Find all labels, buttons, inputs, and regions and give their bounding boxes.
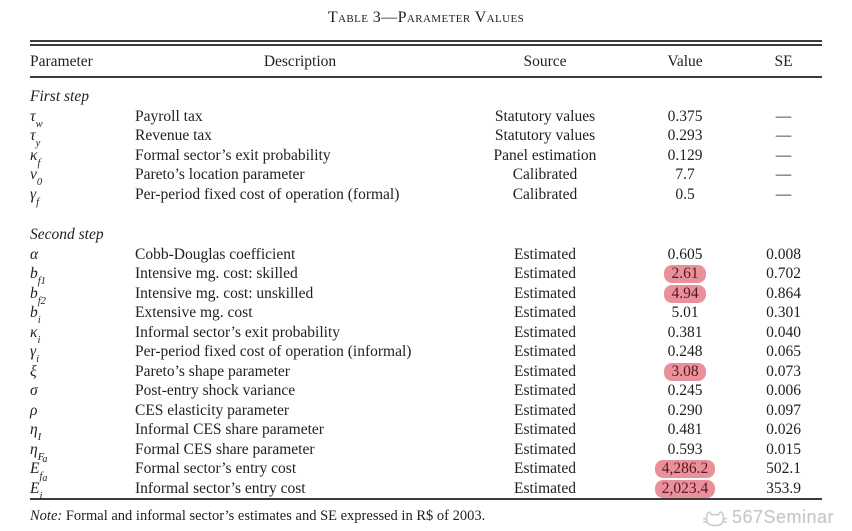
source-cell: Estimated — [514, 382, 576, 399]
parameter-symbol: $E_f^a$ — [30, 453, 48, 483]
parameter-symbol-cell — [30, 473, 135, 502]
se-cell: — — [775, 107, 792, 125]
parameter-symbol-cell — [30, 362, 135, 382]
description-cell: Formal sector’s entry cost — [135, 460, 297, 477]
source-cell: Statutory values — [494, 127, 596, 144]
parameter-symbol: ρ — [30, 401, 38, 419]
source-cell: Estimated — [514, 401, 576, 419]
parameter-table — [30, 46, 822, 500]
table-row — [30, 303, 822, 323]
se-cell: 0.008 — [766, 245, 801, 263]
description-cell: Extensive mg. cost — [135, 304, 253, 321]
description-cell: Pareto’s location parameter — [135, 166, 305, 183]
description-cell: Informal sector’s exit probability — [135, 323, 341, 341]
value-cell: 7.7 — [675, 166, 695, 183]
parameter-symbol-cell — [30, 165, 135, 189]
parameter-symbol-cell — [30, 420, 135, 444]
table-row — [30, 420, 822, 440]
se-cell: 0.065 — [766, 343, 801, 360]
value-cell: 0.605 — [667, 245, 703, 263]
description-cell: Per-period fixed cost of operation (formal) — [135, 185, 400, 203]
parameter-symbol: $b_{f2}$ — [30, 284, 46, 307]
se-cell: 353.9 — [766, 479, 801, 497]
se-cell: 0.015 — [766, 440, 801, 458]
value-cell: 0.293 — [667, 127, 703, 144]
note-text: Formal and informal sector’s estimates and SE expressed in R$ of 2003. — [62, 508, 486, 524]
parameter-symbol: σ — [30, 382, 38, 399]
watermark-text: 567Seminar — [731, 506, 834, 527]
table-title: Table 3—Parameter Values — [327, 9, 525, 26]
parameter-symbol-cell — [30, 245, 135, 265]
parameter-symbol: $\nu_0$ — [30, 166, 43, 189]
table-row — [30, 185, 822, 205]
header-row — [30, 46, 822, 77]
table-row — [30, 401, 822, 421]
se-cell: 0.301 — [766, 304, 801, 321]
parameter-symbol: $\kappa_f$ — [30, 146, 41, 169]
table-row — [30, 440, 822, 460]
table-row — [30, 107, 822, 127]
source-cell: Calibrated — [512, 185, 578, 203]
watermark — [702, 506, 834, 528]
table-row — [30, 245, 822, 265]
value-cell — [625, 479, 745, 500]
parameter-symbol: $\tau_w$ — [30, 107, 43, 130]
description-cell: Pareto’s shape parameter — [135, 362, 290, 380]
se-cell: 0.073 — [766, 362, 801, 380]
parameter-symbol-cell — [30, 323, 135, 346]
description-cell: Revenue tax — [135, 127, 213, 144]
section-row — [30, 204, 822, 245]
parameter-symbol-cell — [30, 185, 135, 208]
parameter-symbol-cell — [30, 107, 135, 130]
source-cell: Estimated — [514, 479, 576, 497]
source-cell: Panel estimation — [493, 146, 597, 164]
table-row — [30, 126, 822, 146]
value-cell: 0.129 — [667, 146, 703, 164]
value-cell: 0.245 — [667, 382, 703, 399]
table-row — [30, 146, 822, 166]
description-cell: Formal sector’s exit probability — [135, 146, 331, 164]
source-cell: Estimated — [514, 421, 576, 438]
highlighted-value: 4,286.2 — [655, 460, 716, 478]
value-cell: 0.381 — [667, 323, 703, 341]
se-cell: 0.864 — [766, 284, 801, 302]
table-row — [30, 323, 822, 343]
description-cell: Per-period fixed cost of operation (informal) — [135, 343, 412, 360]
highlighted-value: 2.61 — [664, 265, 705, 283]
se-cell: 0.097 — [766, 401, 801, 419]
se-cell: 0.006 — [766, 382, 801, 399]
value-cell — [625, 264, 745, 284]
parameter-symbol: $\tau_y$ — [30, 127, 41, 150]
se-cell: 0.702 — [766, 265, 801, 282]
source-cell: Estimated — [514, 440, 576, 458]
se-cell: — — [775, 185, 792, 203]
table-row — [30, 459, 822, 479]
col-header-parameter: Parameter — [30, 46, 135, 77]
value-cell: 0.248 — [667, 343, 703, 360]
source-cell: Calibrated — [512, 166, 578, 183]
source-cell: Estimated — [514, 304, 576, 321]
parameter-symbol: $b_i$ — [30, 304, 41, 327]
parameter-symbol-cell — [30, 146, 135, 169]
highlighted-value: 4.94 — [664, 285, 705, 303]
description-cell: Post-entry shock variance — [135, 382, 296, 399]
source-cell: Estimated — [514, 343, 576, 360]
value-cell: 5.01 — [671, 304, 699, 321]
section-label: First step — [30, 88, 89, 105]
value-cell — [625, 284, 745, 304]
section-row — [30, 77, 822, 107]
source-cell: Estimated — [514, 245, 576, 263]
se-cell: 0.026 — [766, 421, 801, 438]
table-row — [30, 165, 822, 185]
parameter-symbol-cell — [30, 342, 135, 366]
table-row — [30, 479, 822, 500]
section-label: Second step — [30, 226, 104, 243]
description-cell: Intensive mg. cost: skilled — [135, 265, 298, 282]
value-cell: 0.593 — [667, 440, 703, 458]
source-cell: Estimated — [514, 265, 576, 282]
value-cell: 0.481 — [667, 421, 703, 438]
table-row — [30, 362, 822, 382]
value-cell: 0.290 — [667, 401, 703, 419]
parameter-symbol: $E_i^a$ — [30, 473, 48, 502]
parameter-symbol: $\gamma_f$ — [30, 185, 40, 208]
source-cell: Statutory values — [494, 107, 596, 125]
parameter-symbol: $\eta_F$ — [30, 440, 45, 463]
description-cell: CES elasticity parameter — [135, 401, 290, 419]
table-row — [30, 284, 822, 304]
parameter-symbol: $b_{f1}$ — [30, 265, 46, 288]
table-row — [30, 264, 822, 284]
table-row — [30, 342, 822, 362]
source-cell: Estimated — [514, 284, 576, 302]
source-cell: Estimated — [514, 323, 576, 341]
parameter-symbol: $\eta_I$ — [30, 421, 42, 444]
se-cell: — — [775, 166, 792, 183]
value-cell — [625, 459, 745, 479]
parameter-symbol-cell — [30, 126, 135, 150]
se-cell: — — [775, 146, 792, 164]
description-cell: Cobb-Douglas coefficient — [135, 245, 296, 263]
value-cell — [625, 362, 745, 382]
value-cell: 0.5 — [675, 185, 695, 203]
table-body — [30, 77, 822, 502]
parameter-symbol: ξ — [30, 362, 37, 380]
description-cell: Intensive mg. cost: unskilled — [135, 284, 314, 302]
se-cell: 502.1 — [766, 460, 801, 477]
highlighted-value: 3.08 — [664, 363, 705, 381]
parameter-symbol: $\kappa_i$ — [30, 323, 41, 346]
col-header-source: Source — [465, 46, 625, 77]
col-header-se: SE — [745, 46, 822, 77]
se-cell: 0.040 — [766, 323, 801, 341]
note-label: Note: — [30, 508, 63, 524]
parameter-symbol: α — [30, 245, 39, 263]
cat-logo-icon — [702, 506, 728, 528]
description-cell: Informal sector’s entry cost — [135, 479, 306, 497]
table-row — [30, 381, 822, 401]
description-cell: Formal CES share parameter — [135, 440, 315, 458]
parameter-symbol-cell — [30, 381, 135, 401]
description-cell: Informal CES share parameter — [135, 421, 324, 438]
highlighted-value: 2,023.4 — [655, 480, 716, 498]
value-cell: 0.375 — [667, 107, 703, 125]
table-header — [30, 46, 822, 77]
description-cell: Payroll tax — [135, 107, 203, 125]
parameter-symbol: $\gamma_i$ — [30, 343, 40, 366]
col-header-description: Description — [135, 46, 465, 77]
parameter-symbol-cell — [30, 401, 135, 421]
source-cell: Estimated — [514, 362, 576, 380]
source-cell: Estimated — [514, 460, 576, 477]
parameter-symbol-cell — [30, 264, 135, 288]
se-cell: — — [775, 127, 792, 144]
col-header-value: Value — [625, 46, 745, 77]
